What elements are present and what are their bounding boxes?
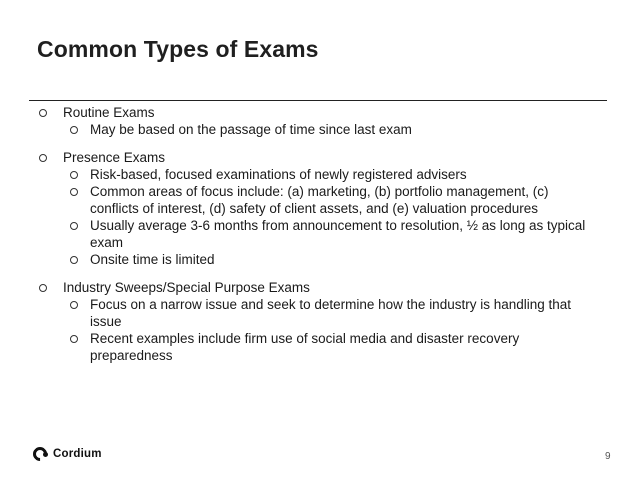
list-item <box>90 330 600 364</box>
section-heading-text: Routine Exams <box>63 105 155 120</box>
circle-bullet-icon <box>70 188 78 196</box>
circle-bullet-icon <box>70 335 78 343</box>
list-item-text: Focus on a narrow issue and seek to determine how the industry is handling that issue <box>90 297 572 329</box>
section-heading-routine <box>63 104 603 121</box>
list-item-text: Risk-based, focused examinations of newly registered advisers <box>90 167 467 182</box>
circle-bullet-icon <box>70 222 78 230</box>
list-item-text: Common areas of focus include: (a) marketing, (b) portfolio management, (c) conflicts of interest, (d) safety of client assets, and (e) valuation procedures <box>90 184 549 216</box>
list-item <box>90 121 600 138</box>
list-item <box>90 251 600 268</box>
logo-dot-icon <box>43 452 48 457</box>
list-item <box>90 166 600 183</box>
circle-bullet-icon <box>39 284 47 292</box>
list-item-text: May be based on the passage of time since last exam <box>90 122 412 137</box>
circle-bullet-icon <box>70 126 78 134</box>
circle-bullet-icon <box>70 171 78 179</box>
slide-title: Common Types of Exams <box>37 36 319 62</box>
list-item <box>90 183 600 217</box>
title-divider <box>29 100 607 101</box>
list-item-text: Recent examples include firm use of social media and disaster recovery preparedness <box>90 331 520 363</box>
list-item-text: Onsite time is limited <box>90 252 215 267</box>
page-number: 9 <box>605 451 611 462</box>
circle-bullet-icon <box>70 256 78 264</box>
logo-text: Cordium <box>53 448 102 460</box>
circle-bullet-icon <box>39 154 47 162</box>
section-heading-text: Presence Exams <box>63 150 166 165</box>
section-heading-industry-sweeps <box>63 279 603 296</box>
circle-bullet-icon <box>70 301 78 309</box>
list-item <box>90 217 600 251</box>
list-item <box>90 296 600 330</box>
section-heading-presence <box>63 149 603 166</box>
slide-body <box>0 104 638 364</box>
circle-bullet-icon <box>39 109 47 117</box>
section-heading-text: Industry Sweeps/Special Purpose Exams <box>63 280 310 295</box>
list-item-text: Usually average 3-6 months from announcement to resolution, ½ as long as typical exam <box>90 218 586 250</box>
